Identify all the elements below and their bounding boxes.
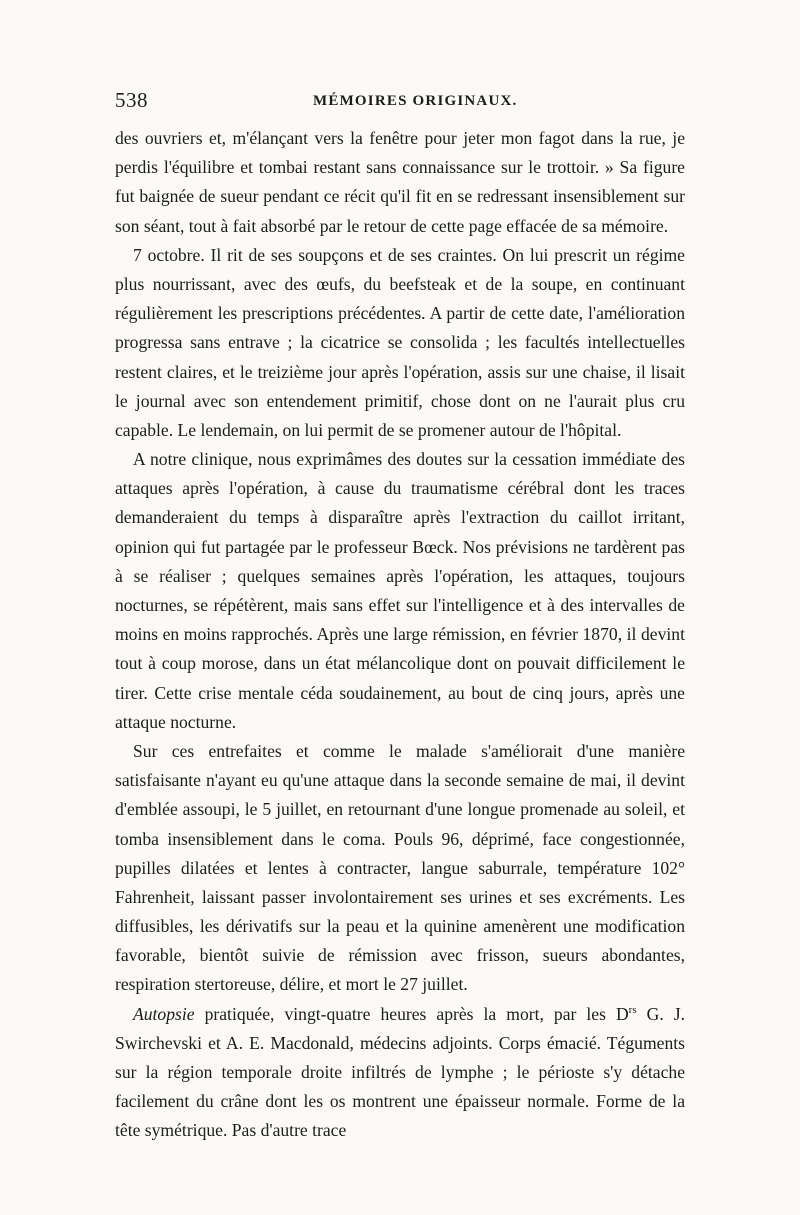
paragraph-relapse: Sur ces entrefaites et comme le malade s'améliorait d'une manière satisfaisante n'ayant eu qu'une attaque dans la seconde semaine de mai, il devint d'emblée assoupi, le 5 juillet, en retournant d'une longue promenade au soleil, et tomba insensiblement dans le coma. Pouls 96, déprimé, face congestionnée, pupilles dilatées et lentes à contracter, langue saburrale, température 102° Fahrenheit, laissant passer involontairement ses urines et ses excréments. Les diffusibles, les dérivatifs sur la peau et la quinine amenèrent une modification favorable, bientôt suivie de rémission avec frisson, sueurs abondantes, respiration stertoreuse, délire, et mort le 27 juillet. xyxy=(115,740,685,995)
body-text xyxy=(115,124,685,1146)
paragraph-autopsy xyxy=(115,1000,685,1146)
autopsy-text-part-2: G. J. Swirchevski et A. E. Macdonald, médecins adjoints. Corps émacié. Téguments sur la région temporale droite infiltrés de lymphe ; le périoste s'y détache facilement du crâne dont les os montrent une épaisseur normale. Forme de la tête symétrique. Pas d'autre trace xyxy=(115,1003,685,1141)
paragraph-clinic: A notre clinique, nous exprimâmes des doutes sur la cessation immédiate des attaques après l'opération, à cause du traumatisme cérébral dont les traces demanderaient du temps à disparaître après l'extraction du caillot irritant, opinion qui fut partagée par le professeur Bœck. Nos prévisions ne tardèrent pas à se réaliser ; quelques semaines après l'opération, les attaques, toujours nocturnes, se répétèrent, mais sans effet sur l'intelligence et à des intervalles de moins en moins rapprochés. Après une large rémission, en février 1870, il devint tout à coup morose, dans un état mélancolique dont on pouvait difficilement le tirer. Cette crise mentale céda soudainement, au bout de cinq jours, après une attaque nocturne. xyxy=(115,449,685,732)
paragraph-continuation: des ouvriers et, m'élançant vers la fenêtre pour jeter mon fagot dans la rue, je perdis l'équilibre et tombai restant sans connaissance sur le trottoir. » Sa figure fut baignée de sueur pendant ce récit qu'il fit en se redressant insensiblement sur son séant, tout à fait absorbé par le retour de cette page effacée de sa mémoire. xyxy=(115,128,685,236)
autopsy-label: Autopsie xyxy=(133,1003,195,1024)
paragraph-october-7: 7 octobre. Il rit de ses soupçons et de ses craintes. On lui prescrit un régime plus nourrissant, avec des œufs, du beefsteak et de la soupe, en continuant régulièrement les prescriptions précédentes. A partir de cette date, l'amélioration progressa sans entrave ; la cicatrice se consolida ; les facultés intellectuelles restent claires, et le treizième jour après l'opération, assis sur une chaise, il lisait le journal avec son entendement primitif, chose dont on ne l'aurait plus cru capable. Le lendemain, on lui permit de se promener autour de l'hôpital. xyxy=(115,244,685,440)
page-number: 538 xyxy=(115,88,148,112)
autopsy-text-part-1: pratiquée, vingt-quatre heures après la mort, par les D xyxy=(194,1003,629,1024)
running-title: MÉMOIRES ORIGINAUX. xyxy=(313,93,518,109)
doctors-abbrev-superscript: rs xyxy=(628,1003,637,1016)
running-header xyxy=(115,88,685,118)
